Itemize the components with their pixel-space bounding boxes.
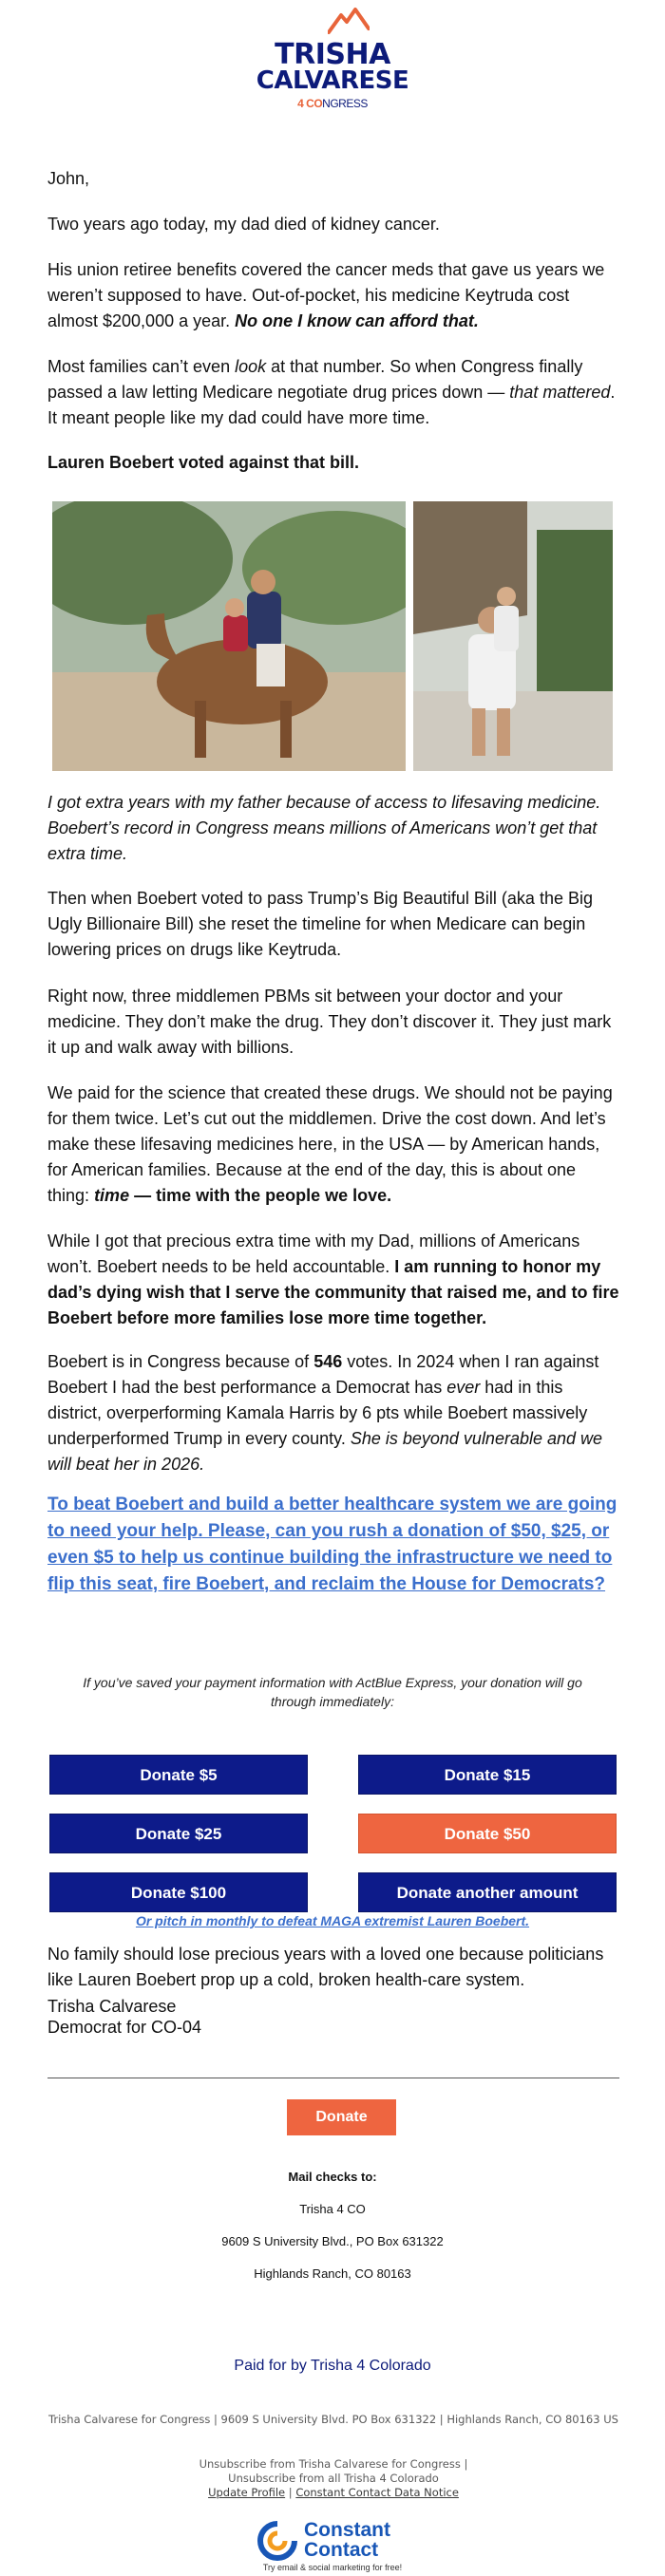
footer-links	[48, 2486, 619, 2500]
p9-text-e: had in this district, overperforming Kamala Harris by 6 pts while Boebert massively underperformed Trump in every county.	[48, 1378, 588, 1448]
p8-bold: I am running to honor my dad’s dying wish that I serve the community that raised me, and to fire Boebert before more families lose more time together.	[48, 1257, 619, 1327]
p3-text-e: . It meant people like my dad could have more time.	[48, 383, 616, 427]
p3-italic-mattered: that mattered	[509, 383, 611, 402]
donate-100-button[interactable]: Donate $100	[49, 1872, 308, 1912]
cc-line-1: Constant	[304, 2519, 390, 2541]
paragraph-7	[48, 1081, 619, 1209]
donate-25-button[interactable]: Donate $25	[49, 1814, 308, 1853]
donate-50-button[interactable]: Donate $50	[358, 1814, 617, 1853]
p9-italic-close: She is beyond vulnerable and we will beat her in 2026.	[48, 1429, 603, 1474]
data-notice-link[interactable]: Constant Contact Data Notice	[295, 2486, 459, 2499]
closing-paragraph: No family should lose precious years with a loved one because politicians like Lauren Boebert prop up a cold, broken health-care system.	[48, 1945, 604, 1989]
p9-vote-count: 546	[314, 1352, 343, 1371]
footer-address: Trisha Calvarese for Congress | 9609 S University Blvd. PO Box 631322 | Highlands Ranch, CO 80163 US	[48, 2413, 618, 2426]
paragraph-4: Lauren Boebert voted against that bill.	[48, 453, 360, 472]
p7-text: We paid for the science that created these drugs. We should not be paying for them twice. Let’s cut out the middlemen. Drive the cost down. And let’s make these lifesaving medicines here, in the USA — by American hands, for American families. Because at the end of the day, this is about one thing:	[48, 1083, 613, 1205]
actblue-note: If you’ve saved your payment information with ActBlue Express, your donation will go through immediately:	[83, 1675, 582, 1709]
donation-ask-link[interactable]: To beat Boebert and build a better healthcare system we are going to need your help. Please, can you rush a donation of $50, $25, or even $5 to help us continue building the infrastructure we need to flip this seat, fire Boebert, and reclaim the House for Democrats?	[48, 1495, 618, 1594]
donate-other-amount-button[interactable]: Donate another amount	[358, 1872, 617, 1912]
camel-ride-illustration	[52, 501, 406, 771]
mountain-peaks-icon	[328, 6, 370, 34]
signature-name: Trisha Calvarese	[48, 1997, 177, 2016]
p3-italic-look: look	[235, 357, 267, 376]
photo-caption: I got extra years with my father because of access to lifesaving medicine. Boebert’s record in Congress means millions of Americans won’t get that extra time.	[48, 793, 601, 863]
mail-org: Trisha 4 CO	[299, 2202, 366, 2216]
constant-contact-wordmark	[304, 2520, 390, 2560]
mail-street: 9609 S University Blvd., PO Box 631322	[221, 2234, 444, 2248]
p2-emphasis: No one I know can afford that.	[235, 311, 479, 330]
camel-ride-photo	[52, 501, 406, 771]
constant-contact-tagline[interactable]: Try email & social marketing for free!	[262, 2563, 403, 2572]
unsubscribe-campaign-link[interactable]: Unsubscribe from Trisha Calvarese for Congress |	[199, 2457, 468, 2471]
p7-time-rest: — time with the people we love.	[134, 1186, 392, 1205]
mail-city: Highlands Ranch, CO 80163	[254, 2266, 411, 2281]
footer-separator: |	[288, 2486, 293, 2499]
family-photo	[413, 501, 613, 771]
family-photos	[52, 501, 613, 771]
p2-text: His union retiree benefits covered the cancer meds that gave us years we weren’t supposed to have. Out-of-pocket, his medicine Keytruda cost almost $200,000 a year.	[48, 260, 605, 330]
paragraph-2	[48, 257, 619, 334]
family-illustration	[413, 501, 613, 771]
campaign-logo[interactable]	[0, 6, 665, 110]
signature-title: Democrat for CO-04	[48, 2018, 202, 2037]
p9-ever: ever	[446, 1378, 481, 1397]
unsubscribe-all-link[interactable]: Unsubscribe from all Trisha 4 Colorado	[228, 2472, 439, 2485]
paragraph-1: Two years ago today, my dad died of kidney cancer.	[48, 215, 440, 234]
logo-first-name: TRISHA	[275, 38, 390, 71]
logo-last-name: CALVARESE	[256, 66, 409, 95]
p7-time: time	[94, 1186, 130, 1205]
logo-co: CO	[306, 97, 323, 110]
p9-text-a: Boebert is in Congress because of	[48, 1352, 310, 1371]
paragraph-5: Then when Boebert voted to pass Trump’s Big Beautiful Bill (aka the Big Ugly Billionaire Bill) she reset the timeline for when Medicare can begin lowering prices on drugs like Keytruda.	[48, 889, 593, 959]
mail-checks-heading: Mail checks to:	[288, 2170, 377, 2184]
paragraph-9	[48, 1349, 619, 1477]
donate-button[interactable]: Donate	[287, 2099, 396, 2135]
p8-text: While I got that precious extra time with my Dad, millions of Americans won’t. Boebert needs to be held accountable.	[48, 1232, 580, 1276]
cc-line-2: Contact	[304, 2539, 379, 2561]
p3-text-a: Most families can’t even	[48, 357, 231, 376]
logo-congress: NGRESS	[322, 97, 368, 110]
update-profile-link[interactable]: Update Profile	[208, 2486, 286, 2499]
donate-5-button[interactable]: Donate $5	[49, 1755, 308, 1795]
constant-contact-logo[interactable]	[256, 2520, 418, 2564]
constant-contact-icon	[256, 2520, 298, 2562]
paragraph-6: Right now, three middlemen PBMs sit between your doctor and your medicine. They don’t make the drug. They don’t discover it. They just mark it up and walk away with billions.	[48, 987, 612, 1057]
donate-15-button[interactable]: Donate $15	[358, 1755, 617, 1795]
logo-congress-line	[0, 97, 665, 110]
p9-text-c: votes. In 2024 when I ran against Boebert I had the best performance a Democrat has	[48, 1352, 599, 1397]
paragraph-8	[48, 1229, 619, 1331]
paragraph-3	[48, 354, 619, 431]
p3-text-c: at that number. So when Congress finally passed a law letting Medicare negotiate drug prices down —	[48, 357, 583, 402]
logo-number: 4	[297, 97, 304, 110]
greeting: John,	[48, 169, 90, 188]
paid-for-disclaimer: Paid for by Trisha 4 Colorado	[234, 2358, 431, 2374]
monthly-donation-link[interactable]: Or pitch in monthly to defeat MAGA extremist Lauren Boebert.	[135, 1913, 530, 1928]
